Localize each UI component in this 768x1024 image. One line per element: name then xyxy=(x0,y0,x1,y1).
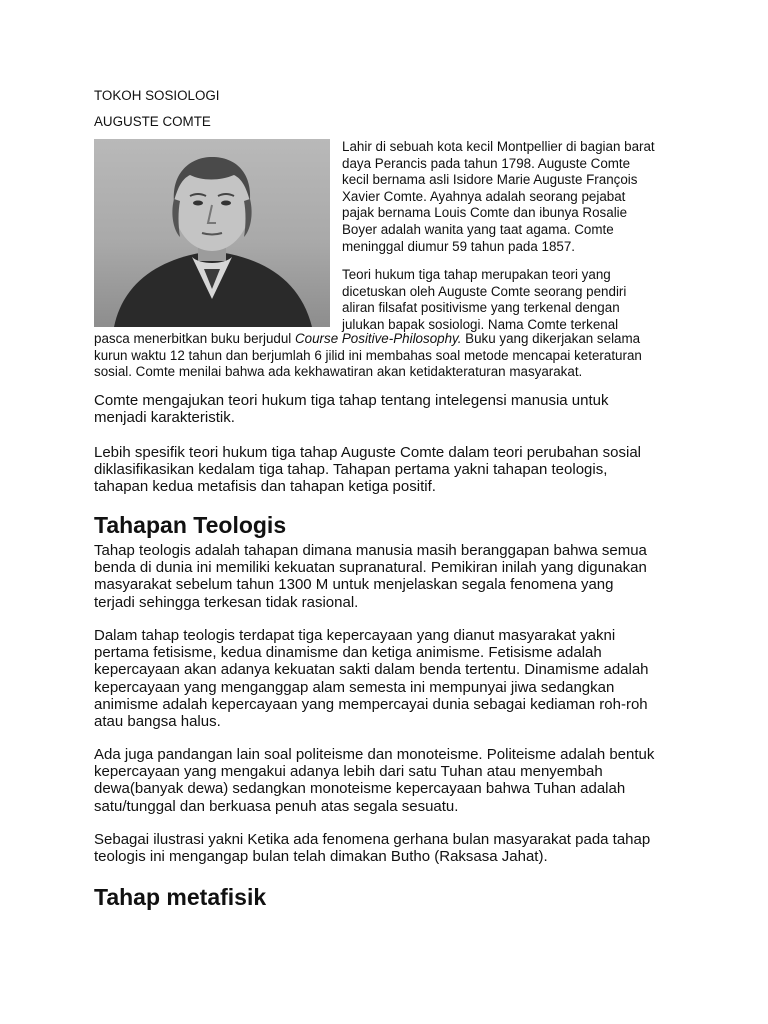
text-line: Lebih spesifik teori hukum tiga tahap Auguste Comte dalam teori perubahan sosial xyxy=(94,444,641,461)
book-title: Course Positive-Philosophy. xyxy=(294,331,462,346)
section-heading: Tahapan Teologis xyxy=(94,512,287,538)
intro-paragraph-2-continued xyxy=(94,331,684,381)
text-line: pajak bernama Louis Comte dan ibunya Rosalie xyxy=(342,205,628,221)
text-line: Comte mengajukan teori hukum tiga tahap tentang intelegensi manusia untuk xyxy=(94,392,609,409)
doc-label: TOKOH SOSIOLOGI xyxy=(94,88,220,103)
text-line: menjadi karakteristik. xyxy=(94,409,235,427)
text-line: kepercayaan yang menganggap alam semesta ini mempunyai jiwa sedangkan xyxy=(94,678,615,696)
text-line: dicetuskan oleh Auguste Comte seorang pendiri xyxy=(342,283,627,299)
intro-paragraph-2 xyxy=(342,267,682,333)
text-line: benda di dunia ini memiliki kekuatan supranatural. Pemikiran inilah yang digunakan xyxy=(94,559,647,577)
text-line: Dalam tahap teologis terdapat tiga kepercayaan yang dianut masyarakat yakni xyxy=(94,627,616,644)
text-line: terjadi sehingga terkesan tidak rasional. xyxy=(94,593,359,611)
text-line: sosial. Comte menilai bahwa ada kekhawatiran akan ketidakteraturan masyarakat. xyxy=(94,364,583,380)
text-line: julukan bapak sosiologi. Nama Comte terkenal xyxy=(342,316,619,332)
text-line: Teori hukum tiga tahap merupakan teori yang xyxy=(342,267,611,282)
paragraph xyxy=(94,542,684,611)
text-run: Buku yang dikerjakan selama xyxy=(461,331,641,346)
text-line: dewa(banyak dewa) sedangkan monoteisme kepercayaan bahwa Tuhan adalah xyxy=(94,780,626,798)
text-line: Sebagai ilustrasi yakni Ketika ada fenomena gerhana bulan masyarakat pada tahap xyxy=(94,831,651,848)
text-line: masyarakat sebelum tahun 1300 M untuk menjelaskan segala fenomena yang xyxy=(94,576,614,594)
text-line: meninggal diumur 59 tahun pada 1857. xyxy=(342,238,576,254)
paragraph xyxy=(94,392,684,426)
text-line xyxy=(94,331,684,348)
text-line: kepercayaan akan adanya kekuatan sakti dalam benda tertentu. Dinamisme adalah xyxy=(94,661,649,679)
text-line: teologis ini mengangap bulan telah dimakan Butho (Raksasa Jahat). xyxy=(94,848,548,866)
text-line: kepercayaan yang mengakui adanya lebih dari satu Tuhan atau menyembah xyxy=(94,763,603,781)
text-line: diklasifikasikan kedalam tiga tahap. Tahapan pertama yakni tahapan teologis, xyxy=(94,461,608,479)
text-run: pasca menerbitkan buku berjudul xyxy=(94,331,295,346)
intro-paragraph-1 xyxy=(342,139,682,255)
text-line: Ada juga pandangan lain soal politeisme dan monoteisme. Politeisme adalah bentuk xyxy=(94,746,655,763)
text-line: tahapan kedua metafisis dan tahapan ketiga positif. xyxy=(94,478,436,496)
doc-subject-name: AUGUSTE COMTE xyxy=(94,114,211,129)
paragraph xyxy=(94,444,684,496)
text-line: aliran filsafat positivisme yang terkenal dengan xyxy=(342,300,620,316)
text-line: Xavier Comte. Ayahnya adalah seorang pejabat xyxy=(342,188,626,204)
text-line: pertama fetisisme, kedua dinamisme dan ketiga animisme. Fetisisme adalah xyxy=(94,644,602,662)
text-line: Boyer adalah wanita yang taat agama. Comte xyxy=(342,221,614,237)
text-line: animisme adalah kepercayaan yang mempercayai dunia sebagai kediaman roh-roh xyxy=(94,695,648,713)
text-line: kecil bernama asli Isidore Marie Auguste François xyxy=(342,172,638,188)
text-line: kurun waktu 12 tahun dan berjumlah 6 jilid ini membahas soal metode mencapai keteraturan xyxy=(94,347,642,363)
paragraph xyxy=(94,627,684,730)
text-line: Lahir di sebuah kota kecil Montpellier di bagian barat xyxy=(342,139,655,154)
portrait-photo-icon xyxy=(94,139,330,327)
paragraph xyxy=(94,831,684,865)
text-line: Tahap teologis adalah tahapan dimana manusia masih beranggapan bahwa semua xyxy=(94,542,647,559)
text-line: satu/tunggal dan berkuasa penuh atas segala sesuatu. xyxy=(94,797,459,815)
text-line: atau bangsa halus. xyxy=(94,713,221,731)
text-line: daya Perancis pada tahun 1798. Auguste Comte xyxy=(342,155,631,171)
paragraph xyxy=(94,746,684,815)
section-heading: Tahap metafisik xyxy=(94,884,267,910)
